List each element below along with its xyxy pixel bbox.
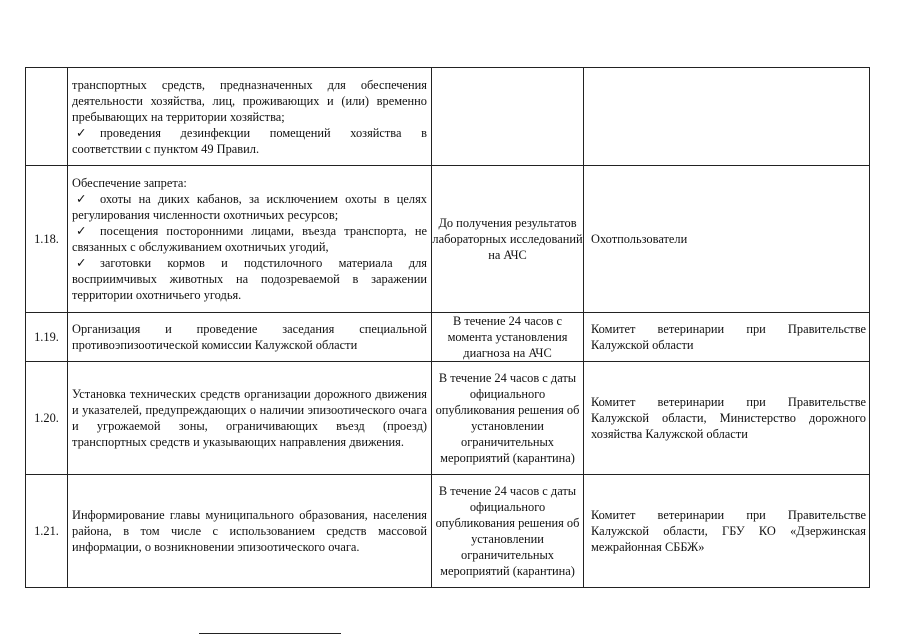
checkmark-icon: ✓ <box>76 125 87 140</box>
measure-bullet <box>72 223 427 255</box>
checkmark-icon: ✓ <box>76 256 87 270</box>
measure-line: Организация и проведение заседания специальной противоэпизоотической комиссии Калужской области <box>72 322 427 352</box>
row-number: 1.21. <box>26 475 68 588</box>
measure-text <box>68 313 432 362</box>
measure-line: Информирование главы муниципального образования, населения района, в том числе с использованием средств массовой информации, о возникновении эпизоотического очага. <box>72 508 427 554</box>
responsible-cell: Охотпользователи <box>584 166 870 313</box>
term-cell: В течение 24 часов с момента установления диагноза на АЧС <box>432 313 584 362</box>
bullet-text: охоты на диких кабанов, за исключением охоты в целях регулирования численности охотничьих ресурсов; <box>72 192 427 222</box>
checkmark-icon: ✓ <box>76 224 87 238</box>
table-row <box>26 166 870 313</box>
responsible-cell: Комитет ветеринарии при Правительстве Калужской области <box>584 313 870 362</box>
bullet-text: проведения дезинфекции помещений хозяйства в соответствии с пунктом 49 Правил. <box>72 125 427 156</box>
term-cell: До получения результатов лабораторных исследований на АЧС <box>432 166 584 313</box>
measure-text <box>68 475 432 588</box>
measure-line: Обеспечение запрета: <box>72 176 187 190</box>
measure-bullet <box>72 191 427 223</box>
responsible-cell: Комитет ветеринарии при Правительстве Калужской области, Министерство дорожного хозяйства Калужской области <box>584 362 870 475</box>
measure-bullet <box>72 125 427 157</box>
measure-text <box>68 362 432 475</box>
term-cell: В течение 24 часов с даты официального опубликования решения об установлении ограничительных мероприятий (карантина) <box>432 362 584 475</box>
checkmark-icon: ✓ <box>76 192 87 206</box>
responsible-cell: Комитет ветеринарии при Правительстве Калужской области, ГБУ КО «Дзержинская межрайонная СББЖ» <box>584 475 870 588</box>
measure-line: транспортных средств, предназначенных для обеспечения деятельности хозяйства, лиц, проживающих и (или) временно пребывающих на территории хозяйства; <box>72 77 427 124</box>
row-number: 1.19. <box>26 313 68 362</box>
table-row <box>26 68 870 166</box>
footnote-separator <box>199 633 341 634</box>
measure-text <box>68 166 432 313</box>
term-cell: В течение 24 часов с даты официального опубликования решения об установлении ограничительных мероприятий (карантина) <box>432 475 584 588</box>
measure-line: Установка технических средств организации дорожного движения и указателей, предупреждающих о наличии эпизоотического очага и угрожаемой зоны, ограничивающих въезд (проезд) транспортных средств и указывающих направления движения. <box>72 387 427 449</box>
row-number: 1.20. <box>26 362 68 475</box>
bullet-text: заготовки кормов и подстилочного материала для восприимчивых животных на подозреваемой в заражении территории охотничьего угодья. <box>72 256 427 302</box>
row-number: 1.18. <box>26 166 68 313</box>
table-row <box>26 362 870 475</box>
measures-table <box>25 67 870 588</box>
table-row <box>26 313 870 362</box>
term-cell <box>432 68 584 166</box>
measure-text <box>68 68 432 166</box>
table-row <box>26 475 870 588</box>
bullet-text: посещения посторонними лицами, въезда транспорта, не связанных с обслуживанием охотничьих угодий, <box>72 224 427 254</box>
measure-bullet <box>72 255 427 303</box>
row-number <box>26 68 68 166</box>
responsible-cell <box>584 68 870 166</box>
